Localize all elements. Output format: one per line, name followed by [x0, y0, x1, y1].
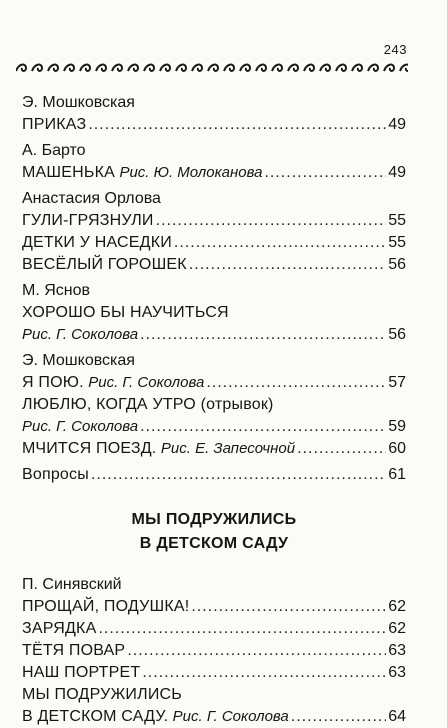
- illustrator-credit: Рис. Г. Соколова: [88, 374, 205, 391]
- wave-curl: [112, 65, 122, 71]
- section-heading: [22, 508, 406, 556]
- toc-entry[interactable]: [22, 464, 406, 486]
- leader-dots: [264, 162, 386, 184]
- wave-curl: [224, 65, 234, 71]
- leader-dots: [191, 596, 386, 618]
- wave-curl: [352, 65, 362, 71]
- decorative-wave-border: [16, 60, 408, 76]
- toc-entry[interactable]: [22, 662, 406, 684]
- toc-entry[interactable]: [22, 394, 406, 416]
- author-name: А. Барто: [22, 142, 86, 159]
- entry-title: ТЁТЯ ПОВАР: [22, 642, 126, 659]
- entry-page: 56: [388, 326, 406, 343]
- entry-title: В ДЕТСКОМ САДУ.: [22, 708, 169, 725]
- entry-page: 55: [388, 212, 406, 229]
- toc-entry-continuation[interactable]: [22, 324, 406, 346]
- author-name: Э. Мошковская: [22, 352, 135, 369]
- wave-curl: [16, 65, 26, 71]
- leader-dots: [88, 114, 386, 136]
- wave-curl: [320, 65, 330, 71]
- leader-dots: [127, 640, 386, 662]
- entry-title: МАШЕНЬКА: [22, 164, 115, 181]
- entry-page: 49: [388, 164, 406, 181]
- leader-dots: [189, 254, 386, 276]
- entry-page: 55: [388, 234, 406, 251]
- toc-entry[interactable]: [22, 232, 406, 254]
- entry-title: ВЕСЁЛЫЙ ГОРОШЕК: [22, 256, 187, 273]
- wave-curl: [192, 65, 202, 71]
- wave-curl: [160, 65, 170, 71]
- toc-entry-continuation[interactable]: [22, 706, 406, 728]
- entry-page: 56: [388, 256, 406, 273]
- section-heading-line: МЫ ПОДРУЖИЛИСЬ: [131, 511, 297, 528]
- leader-dots: [297, 438, 386, 460]
- page-number: 243: [383, 42, 407, 57]
- entry-page: 49: [388, 116, 406, 133]
- toc-entry[interactable]: [22, 684, 406, 706]
- wave-curl: [336, 65, 346, 71]
- wave-curl: [144, 65, 154, 71]
- leader-dots: [206, 372, 386, 394]
- author-name: М. Яснов: [22, 282, 91, 299]
- illustrator-credit: Рис. Г. Соколова: [22, 326, 139, 343]
- toc-entry[interactable]: [22, 162, 406, 184]
- illustrator-credit: Рис. Г. Соколова: [22, 418, 139, 435]
- entry-page: 63: [388, 642, 406, 659]
- wave-curl: [48, 65, 58, 71]
- toc-entry[interactable]: [22, 302, 406, 324]
- entry-page: 62: [388, 598, 406, 615]
- wave-curl: [32, 65, 42, 71]
- leader-dots: [174, 232, 386, 254]
- wave-curl: [128, 65, 138, 71]
- illustrator-credit: Рис. Г. Соколова: [172, 708, 289, 725]
- wave-curl: [288, 65, 298, 71]
- toc-entry[interactable]: [22, 372, 406, 394]
- entry-title: Вопросы: [22, 466, 89, 483]
- entry-title: ЛЮБЛЮ, КОГДА УТРО (отрывок): [22, 396, 274, 413]
- toc-entry[interactable]: [22, 596, 406, 618]
- leader-dots: [140, 416, 386, 438]
- entry-page: 63: [388, 664, 406, 681]
- wave-curl: [80, 65, 90, 71]
- entry-page: 57: [388, 374, 406, 391]
- entry-title: ДЕТКИ У НАСЕДКИ: [22, 234, 172, 251]
- wave-curl: [400, 65, 408, 71]
- toc-entry[interactable]: [22, 254, 406, 276]
- entry-title: ХОРОШО БЫ НАУЧИТЬСЯ: [22, 304, 229, 321]
- leader-dots: [291, 706, 386, 728]
- leader-dots: [140, 324, 386, 346]
- toc-entry[interactable]: [22, 210, 406, 232]
- entry-title: МЫ ПОДРУЖИЛИСЬ: [22, 686, 182, 703]
- author-name: Анастасия Орлова: [22, 190, 161, 207]
- leader-dots: [156, 210, 387, 232]
- entry-title: ЗАРЯДКА: [22, 620, 97, 637]
- entry-page: 59: [388, 418, 406, 435]
- wave-curl: [368, 65, 378, 71]
- entry-page: 60: [388, 440, 406, 457]
- wave-curl: [176, 65, 186, 71]
- wave-curl: [240, 65, 250, 71]
- entry-title: НАШ ПОРТРЕТ: [22, 664, 141, 681]
- section-heading-line: В ДЕТСКОМ САДУ: [139, 535, 289, 552]
- wave-curl: [96, 65, 106, 71]
- wave-curl: [304, 65, 314, 71]
- illustrator-credit: Рис. Е. Запесочной: [160, 440, 296, 457]
- wave-curl: [384, 65, 394, 71]
- leader-dots: [91, 464, 386, 486]
- wave-curl: [64, 65, 74, 71]
- wave-curl: [272, 65, 282, 71]
- author-name: Э. Мошковская: [22, 94, 135, 111]
- entry-page: 64: [388, 708, 406, 725]
- leader-dots: [98, 618, 386, 640]
- entry-page: 62: [388, 620, 406, 637]
- entry-title: ПРИКАЗ: [22, 116, 87, 133]
- entry-title: ПРОЩАЙ, ПОДУШКА!: [22, 598, 190, 615]
- toc-entry[interactable]: [22, 114, 406, 136]
- author-name: П. Синявский: [22, 576, 122, 593]
- wave-curl: [208, 65, 218, 71]
- table-of-contents: [22, 92, 406, 728]
- wave-curl: [256, 65, 266, 71]
- entry-page: 61: [388, 466, 406, 483]
- entry-title: ГУЛИ-ГРЯЗНУЛИ: [22, 212, 154, 229]
- illustrator-credit: Рис. Ю. Молоканова: [119, 164, 263, 181]
- leader-dots: [142, 662, 386, 684]
- toc-entry[interactable]: [22, 438, 406, 460]
- toc-entry[interactable]: [22, 618, 406, 640]
- toc-entry-continuation[interactable]: [22, 416, 406, 438]
- entry-title: Я ПОЮ.: [22, 374, 84, 391]
- entry-title: МЧИТСЯ ПОЕЗД.: [22, 440, 157, 457]
- toc-entry[interactable]: [22, 640, 406, 662]
